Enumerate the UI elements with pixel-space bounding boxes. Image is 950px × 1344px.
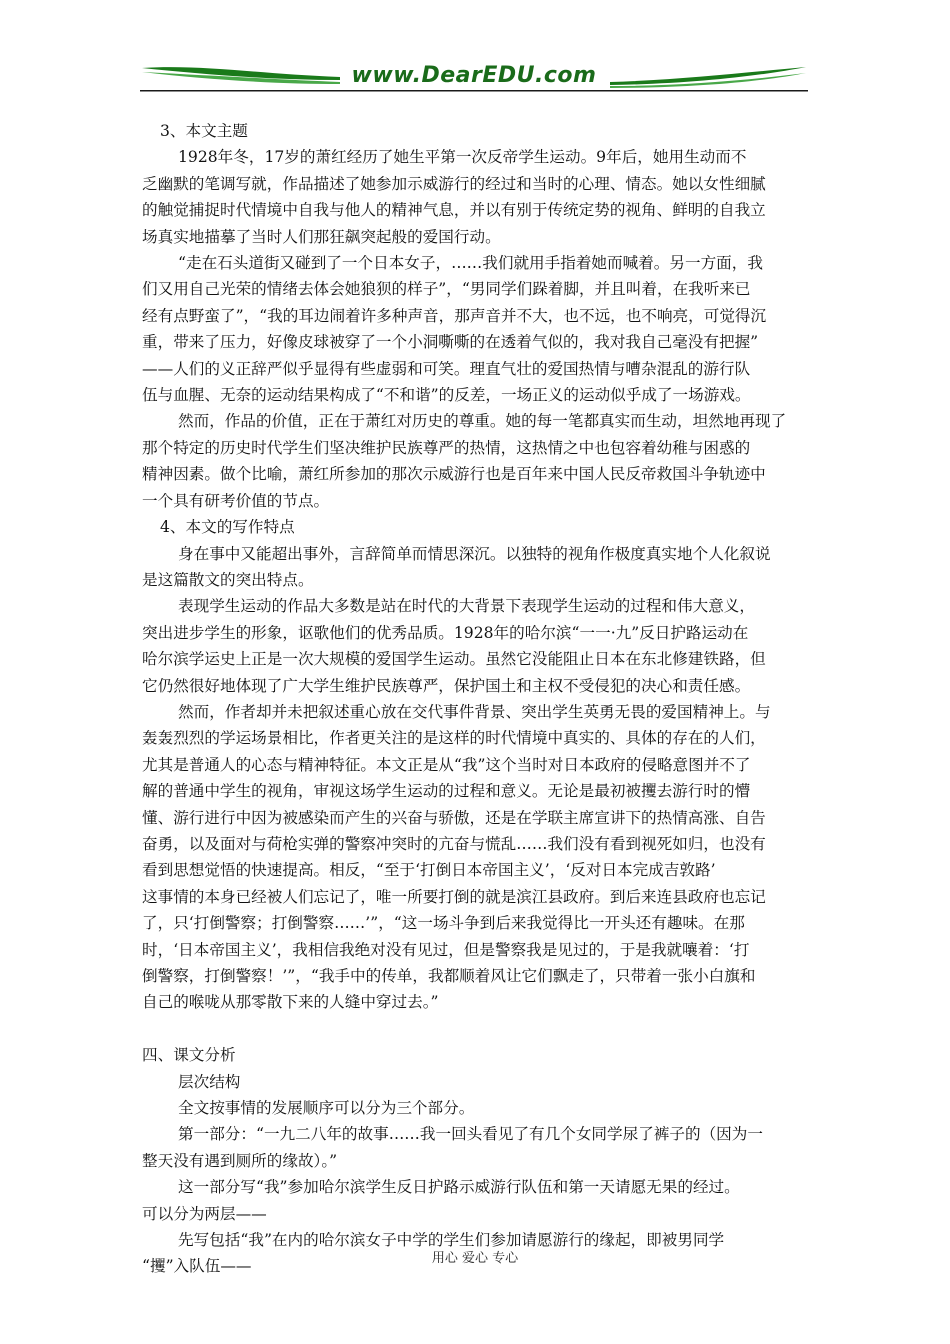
text-line: 经有点野蛮了”，“我的耳边闹着许多种声音，那声音并不大，也不远，也不响亮，可觉得沉	[142, 306, 767, 325]
text-line: 突出进步学生的形象，讴歌他们的优秀品质。1928年的哈尔滨“一一·九”反日护路运动在	[142, 623, 749, 642]
text-line: 重，带来了压力，好像皮球被穿了一个小洞嘶嘶的在透着气似的，我对我自己毫没有把握”	[142, 333, 759, 352]
blank-line	[142, 1016, 810, 1042]
text-line: 轰轰烈烈的学运场景相比，作者更关注的是这样的时代情境中真实的、具体的存在的人们，	[142, 729, 766, 748]
text-line: 时，‘日本帝国主义’，我相信我绝对没有见过，但是警察我是见过的，于是我就嚷着：‘打	[142, 940, 750, 959]
text-line: 然而，作品的价值，正在于萧红对历史的尊重。她的每一笔都真实而生动，坦然地再现了	[178, 412, 787, 431]
text-line: 1928年冬，17岁的萧红经历了她生平第一次反帝学生运动。9年后，她用生动而不	[178, 148, 747, 167]
text-line: “走在石头道街又碰到了一个日本女子，……我们就用手指着她而喊着。另一方面，我	[178, 254, 763, 273]
page-footer: 用心 爱心 专心	[431, 1251, 519, 1266]
text-line: 四、课文分析	[142, 1046, 236, 1065]
text-line: 3、本文主题	[160, 122, 248, 140]
text-line: “攫”入队伍——	[142, 1257, 252, 1276]
text-line: ——人们的义正辞严似乎显得有些虚弱和可笑。理直气壮的爱国热情与嘈杂混乱的游行队	[142, 359, 751, 378]
text-line: 可以分为两层——	[142, 1204, 267, 1223]
text-line: 场真实地描摹了当时人们那狂飙突起般的爱国行动。	[142, 227, 501, 246]
text-line: 了，只‘打倒警察；打倒警察……’”，“这一场斗争到后来我觉得比一开头还有趣味。在那	[142, 914, 745, 933]
text-line: 一个具有研考价值的节点。	[142, 491, 330, 510]
text-line: 看到思想觉悟的快速提高。相反，“至于‘打倒日本帝国主义’，‘反对日本完成吉敦路’	[142, 861, 716, 880]
text-line: 哈尔滨学运史上正是一次大规模的爱国学生运动。虽然它没能阻止日本在东北修建铁路，但	[142, 650, 766, 669]
text-line: 伍与血腥、无奈的运动结果构成了“不和谐”的反差，一场正义的运动似乎成了一场游戏。	[142, 386, 751, 405]
text-line: 奋勇，以及面对与荷枪实弹的警察冲突时的亢奋与慌乱……我们没有看到视死如归，也没有	[142, 834, 766, 853]
text-line: 自己的喉咙从那零散下来的人缝中穿过去。”	[142, 993, 439, 1012]
text-line: 第一部分：“一九二八年的故事……我一回头看见了有几个女同学尿了裤子的（因为一	[178, 1125, 763, 1144]
text-line: 那个特定的历史时代学生们坚决维护民族尊严的热情，这热情之中也包容着幼稚与困惑的	[142, 438, 751, 457]
text-line: 尤其是普通人的心态与精神特征。本文正是从“我”这个当时对日本政府的侵略意图并不了	[142, 755, 751, 774]
text-line: 然而，作者却并未把叙述重心放在交代事件背景、突出学生英勇无畏的爱国精神上。与	[178, 702, 771, 721]
text-line: 4、本文的写作特点	[160, 518, 295, 537]
document-body	[142, 118, 810, 1280]
text-line: 层次结构	[178, 1072, 241, 1091]
text-line: 全文按事情的发展顺序可以分为三个部分。	[178, 1099, 475, 1118]
text-line: 懂、游行进行中因为被感染而产生的兴奋与骄傲，还是在学联主席宣讲下的热情高涨、自告	[142, 808, 766, 827]
text-line: 这一部分写“我”参加哈尔滨学生反日护路示威游行队伍和第一天请愿无果的经过。	[178, 1178, 740, 1197]
site-header-banner	[140, 60, 808, 94]
site-logo-text[interactable]: www.DearEDU.com	[351, 63, 597, 88]
text-line: 乏幽默的笔调写就，作品描述了她参加示威游行的经过和当时的心理、情态。她以女性细腻	[142, 174, 766, 193]
text-line: 精神因素。做个比喻，萧红所参加的那次示威游行也是百年来中国人民反帝救国斗争轨迹中	[142, 465, 766, 484]
text-line: 的触觉捕捉时代情境中自我与他人的精神气息，并以有别于传统定势的视角、鲜明的自我立	[142, 201, 766, 220]
text-line: 先写包括“我”在内的哈尔滨女子中学的学生们参加请愿游行的缘起，即被男同学	[178, 1231, 725, 1250]
text-line: 它仍然很好地体现了广大学生维护民族尊严，保护国土和主权不受侵犯的决心和责任感。	[142, 676, 751, 695]
text-line: 解的普通中学生的视角，审视这场学生运动的过程和意义。无论是最初被攫去游行时的懵	[142, 782, 751, 801]
text-line: 身在事中又能超出事外，言辞简单而情思深沉。以独特的视角作极度真实地个人化叙说	[178, 544, 771, 563]
text-line: 们又用自己光荣的情绪去体会她狼狈的样子”，“男同学们跺着脚，并且叫着，在我听来已	[142, 280, 751, 299]
text-line: 倒警察，打倒警察！’”，“我手中的传单，我都顺着风让它们飘走了，只带着一张小白旗和	[142, 967, 756, 985]
text-line: 整天没有遇到厕所的缘故）。”	[142, 1151, 338, 1170]
text-line: 这事情的本身已经被人们忘记了，唯一所要打倒的就是滨江县政府。到后来连县政府也忘记	[142, 887, 766, 906]
text-line: 是这篇散文的突出特点。	[142, 570, 314, 589]
text-line: 表现学生运动的作品大多数是站在时代的大背景下表现学生运动的过程和伟大意义，	[178, 597, 755, 616]
